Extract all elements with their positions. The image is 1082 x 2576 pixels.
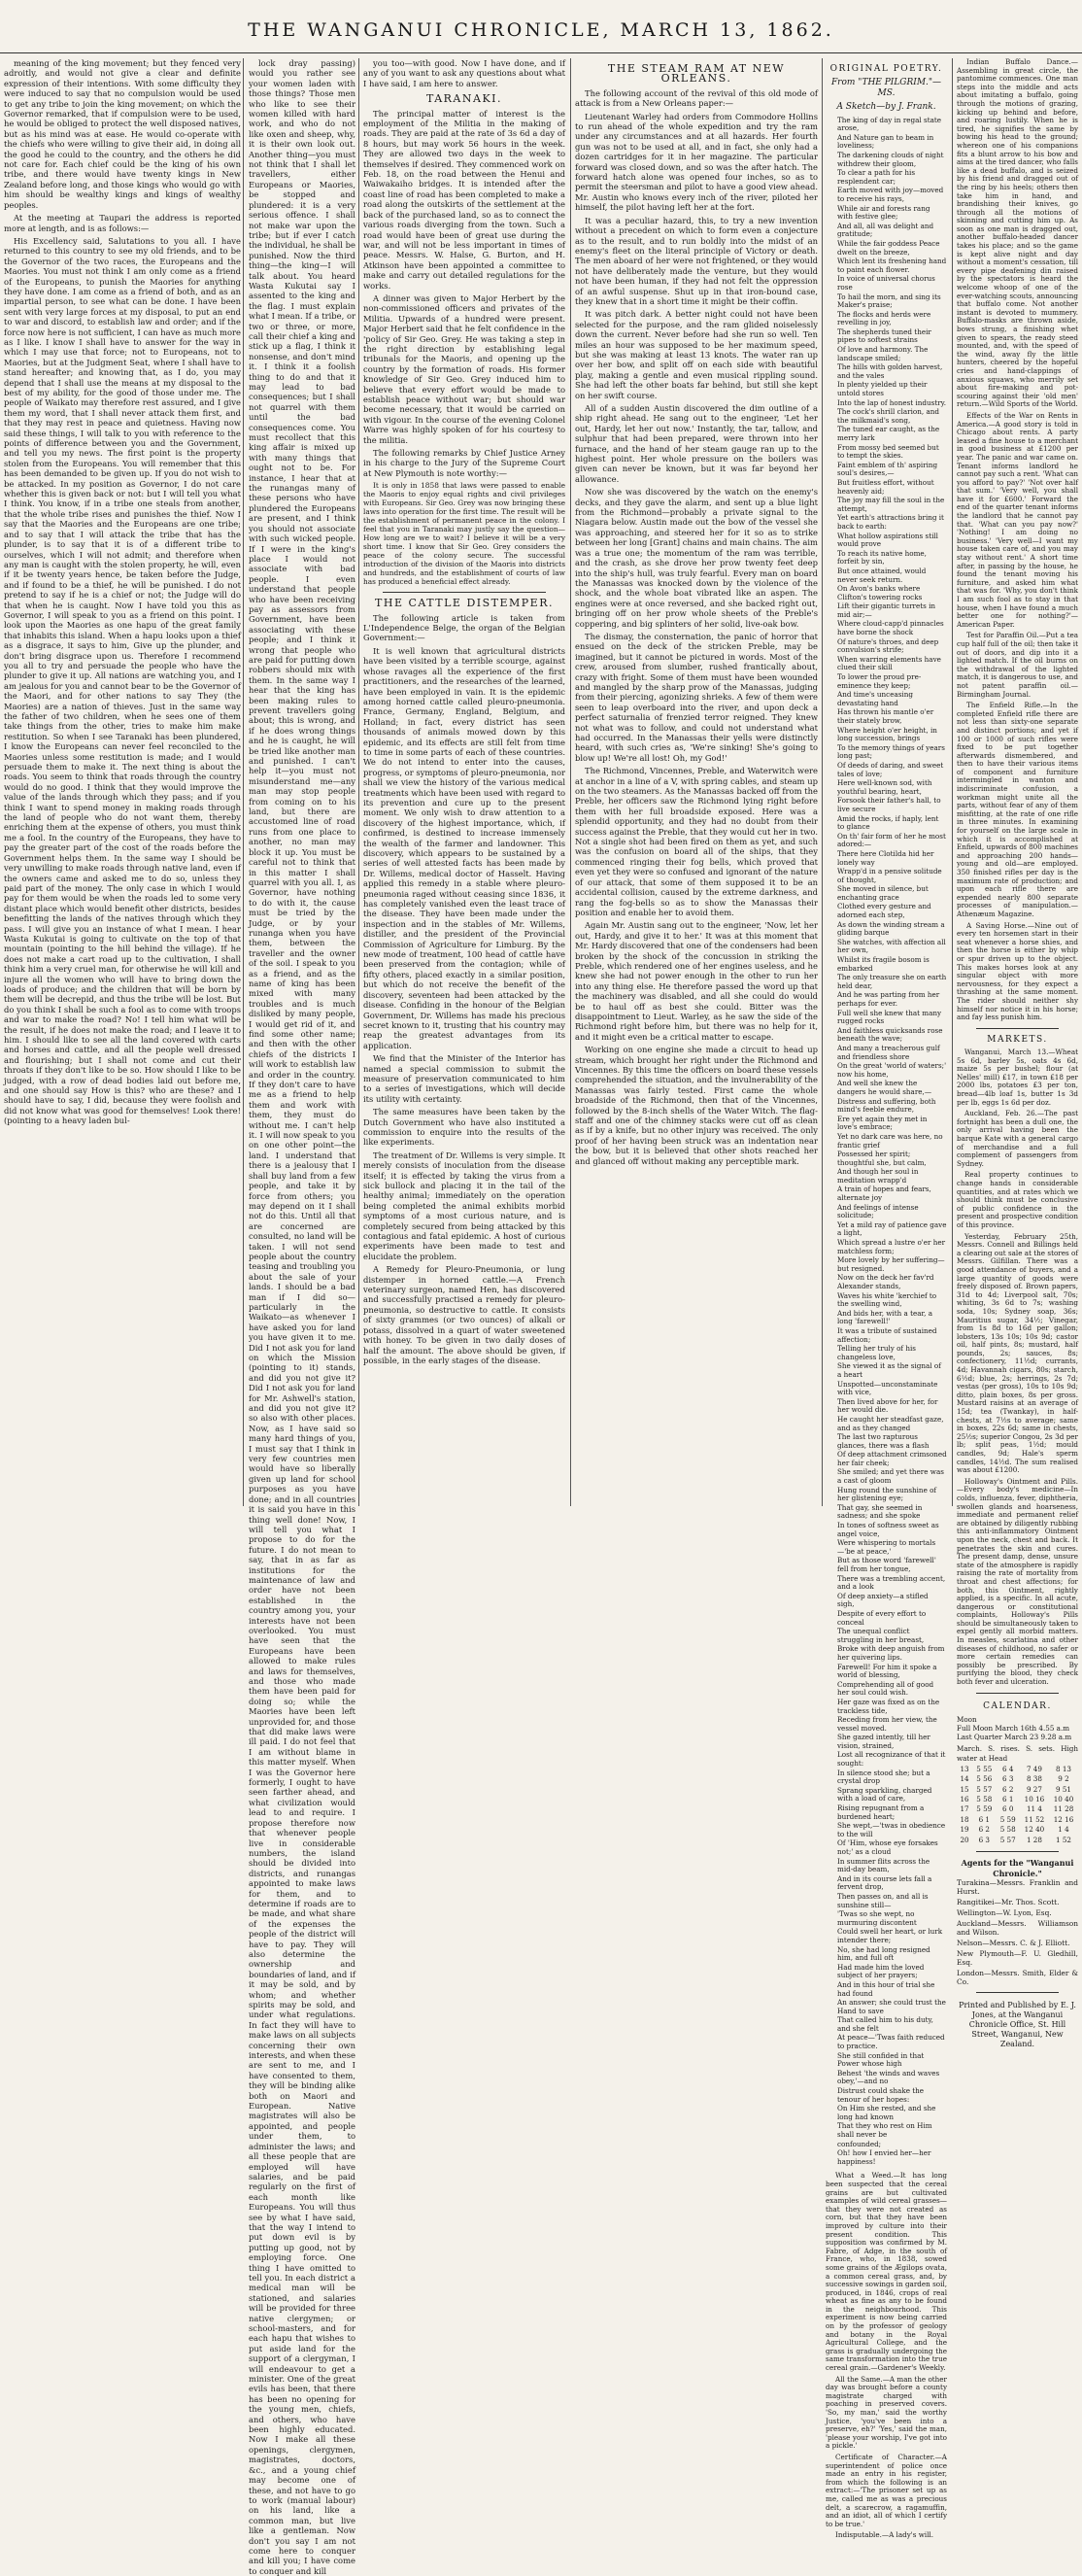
moon-label: Moon	[957, 1715, 977, 1725]
poem-line: Comprehending all of good her soul could wish.	[837, 1679, 934, 1698]
paragraph: The same measures have been taken by the Dutch Government who have also instituted a commission to enquire into the results of the like experiments.	[363, 1107, 565, 1148]
masthead-title: THE WANGANUI CHRONICLE, MARCH 13, 1862.	[248, 19, 834, 41]
poem-line: She smiled; and yet there was a cast of gloom	[837, 1467, 944, 1486]
poem-line: The cock's shrill clarion, and the milkmaid's song,	[837, 407, 939, 425]
agent-entry: Nelson—Messrs. C. & J. Elliott.	[957, 1938, 1070, 1947]
tide-cell: 6 4	[1002, 1764, 1014, 1773]
column-rule	[570, 58, 571, 1506]
section-heading-taranaki: TARANAKI.	[425, 92, 503, 106]
tide-row	[957, 1815, 1078, 1825]
paragraph: It is only in 1858 that laws were passed to enable the Maoris to enjoy equal rights and civil privileges with Europeans. Sir Geo. Grey was now bringing these laws into operation for the first time. The result will be the establishment of permanent peace in the colony. I feel that you in Taranaki may justly say the question—How long are we to wait? I believe it will be a very short time. I know that Sir Geo. Grey considers the peace of the colony secure. The successful introduction of the division of the Maoris into districts and hundreds, and the establishment of courts of law has produced a beneficial effect already.	[363, 481, 565, 587]
poem-line: The darkening clouds of night withdrew their gloom,	[837, 151, 944, 168]
tide-cell: 7 49	[1026, 1764, 1042, 1773]
tide-cell: 6 2	[978, 1825, 990, 1835]
paragraph: The dismay, the consternation, the panic of horror that ensued on the deck of the stricken Preble, may be imagined, but it cannot be pictured in words. Most of the crew, aroused from slumber, rushed frantically about, crazy with fright. Some of them must have been wounded and mangled by the sharp prow of the Manassas, judging from their piercing, agonizing shrieks. A few of them were seen to leap overboard into the river, and upon deck a perfect saturnalia of frenzied terror reigned. They knew not what was to follow, and could not understand what had occurred. In the Manassas their yells were distinctly heard, with such cries as, 'We're sinking! She's going to blow up! We're all lost! Oh, my God!'	[575, 631, 818, 763]
poem-line: She still confided in that Power whose high	[837, 2050, 925, 2069]
poem-line: Yet earth's attractions bring it back to earth:	[837, 513, 944, 531]
poem-line: Possessed her spirit; thoughtful she, but calm,	[837, 1150, 927, 1167]
tide-cell: 17	[960, 1804, 969, 1814]
tide-cell: 11 4	[1026, 1804, 1042, 1814]
poem-line: Where cloud-capp'd pinnacles have borne the shock	[837, 619, 944, 637]
masthead	[0, 14, 1082, 53]
poem-line: She viewed it as the signal of a heart	[837, 1361, 941, 1379]
column-3	[363, 58, 565, 1506]
tide-cell: 13	[960, 1764, 969, 1773]
poem	[826, 117, 947, 2167]
poem-line: The hills with golden harvest, and the vales	[837, 362, 943, 380]
poem-line: And in its course lets fall a fervent drop,	[837, 1873, 932, 1892]
column-6	[952, 57, 1078, 2048]
poem-line: Earth moved with joy—moved to receive his rays,	[837, 186, 944, 203]
poem-line: More lovely by her suffering—but resigned.	[837, 1255, 945, 1273]
poem-line: And Nature gan to beam in loveliness;	[837, 132, 934, 151]
paragraph: At the meeting at Taupari the address is reported more at length, and is as follows:—	[4, 213, 241, 233]
poem-line: Yet a mild ray of patience gave a light,	[837, 1219, 947, 1238]
poem-line: Waves his white 'kerchief to the swelling wind,	[837, 1290, 937, 1309]
paragraph: The following remarks by Chief Justice Arney in his charge to the Jury of the Supreme Court at New Plymouth is note worthy:—	[363, 448, 565, 478]
tide-row	[957, 1795, 1078, 1804]
tide-header: March. S. rises. S. sets. High water at Head	[957, 1744, 1078, 1764]
tide-cell: 5 57	[976, 1784, 993, 1794]
tide-cell: 10 16	[1024, 1795, 1045, 1804]
poem-line: To hail the morn, and sing its Maker's praise;	[837, 292, 941, 310]
poem-line: An answer; she could trust the Hand to save	[837, 1998, 946, 2015]
poem-line: And he was parting from her perhaps for ever.	[837, 990, 940, 1008]
poem-line: Had made him the loved subject of her prayers;	[837, 1962, 925, 1980]
poem-line: At peace—'Twas faith reduced to practice.	[837, 2033, 945, 2051]
tide-cell: 20	[960, 1835, 969, 1844]
markets	[957, 1048, 1078, 1687]
agent-entry: New Plymouth—F. U. Gledhill, Esq.	[957, 1948, 1078, 1967]
paragraph: meaning of the king movement; but they fenced very adroitly, and would not give a clear and definite expression of their intentions. With some difficulty they were induced to say that no compulsion would be used to get any tribe to join the king movement; on which the Governor remarked, that if compulsion were to be used, he would be obliged to protect the well disposed natives, but as his mind was at ease. He would co-operate with the chiefs who were willing to give their aid, in doing all the good he could to the country, and the others he did not care for. Each chief could be the king of his own tribe, and there would have twenty kings in New Zealand before long, and those kings who would go with him should be wealthy kings and kings of wealthy peoples.	[4, 58, 241, 210]
paragraph: A dinner was given to Major Herbert by the non-commissioned officers and privates of the Militia. Upwards of a hundred were present. Major Herbert said that he felt confidence in the 'policy of Sir Geo. Grey. He was taking a step in the right direction by establishing legal tribunals for the Maoris, and opening up the country by the formation of roads. His former knowledge of Sir Geo. Grey induced him to believe that every effort would be made to establish peace without war; but should war become necessary, that it would be carried on with vigour. In the course of the evening Colonel Warre was highly spoken of for his courtesy to the militia.	[363, 292, 565, 445]
poem-line: In silence stood she; but a crystal drop	[837, 1768, 930, 1786]
column-5-6	[826, 57, 1078, 2540]
poem-line: She watches, with affection all her own,	[837, 937, 946, 955]
poem-line: And time's unceasing devastating hand	[837, 690, 913, 707]
tide-cell: 9 2	[1058, 1774, 1069, 1784]
poem-line: While air and forests rang with festive glee;	[837, 203, 930, 222]
tide-cell: 6 2	[1002, 1784, 1014, 1794]
poem-line: She moved in silence, but enchanting grace	[837, 884, 929, 902]
paragraph: What a Weed.—It has long been suspected that the cereal grains are but cultivated examples of wild cereal grasses—that they were not created as corn, but that they have been improved by culture into their present condition. This supposition was confirmed by M. Fabre, of Adge, in the south of France, who, in 1838, sowed some grains of the Ægilops ovata, a common cereal grass, and, by successive sowings in garden soil, produced, in 1846, crops of real wheat as fine as any to be found in the neighbourhood. This experiment is now being carried on by the professor of geology and botany in the Royal Agricultural College, and the grass is gradually undergoing the same transformation into the true cereal grain.—Gardener's Weekly.	[826, 2171, 947, 2373]
poem-line: Now on the deck her fav'rd Alexander stands,	[837, 1273, 934, 1290]
paragraph: lock dray passing) would you rather see your women laden with those things? Those men who like to see their women killed with hard work, and who do not like oxen and sheep, why, it is their own look out. Another thing—you must not think that I shall let travellers, either Europeans or Maories, be stopped and plundered: it is a very serious offence. I shall not make war upon the tribe; but if ever I catch the individual, he shall be punished. Now the third thing—the king—I will talk about. You heard Wasta Kukutai say I assented to the king and the flag. I must explain what I mean. If a tribe, or two or three, or more, call their chief a king and stick up a flag, I think it nonsense, and don't mind it. I think it a foolish thing to do and that it may lead to bad consequences; but I shall not quarrel with them until the bad consequences come. You must recollect that this king affair is mixed up with many things that ought not to be. For instance, I hear that at the runangas many of these persons who have plundered the Europeans are present, and I think you should not associate with such wicked people. If I were in the king's place I would not associate with bad people. I even understand that people who have been receiving pay as assessors from Government, have been associating with these people; and I think it wrong that people who are paid for putting down robbers should mix with them. In the same way I hear that the king has been making rules to prevent travellers going about; this is wrong, and if he does wrong things and he is caught, he will be tried like another man and punished. I can't help it—you must not misunderstand me—any man may stop people from coming on to his land, but there are accustomed line of road runs from one place to another, no man may block it up. You must be careful not to think that in this matter I shall quarrel with you all. I, as Governor, have nothing to do with it, the cause must be tried by the Judge, or by your runanga when you have them, between the traveller and the owner of the soil. I speak to you as a friend, and as the name of king has been mixed with many troubles and is much disliked by many people, I would get rid of it, and find some other name; and then with the other chiefs of the districts I will work to establish law and order in the country. If they don't care to have me as a friend to help them and work with them, they must do without me. I can't help it. I will now speak to you on one other point—the land. I understand that there is a jealousy that I shall buy land from a few people, and take it by force from others; you may depend on it I shall not do this. Until all that are concerned are consulted, no land will be taken. I will not send people about the country teasing and troubling you about the sale of your lands. I should be a bad man if I did so—particularly in the Waikato—as whenever I have asked you for land you have given it to me. Did I not ask you for land on which the Mission (pointing to it) stands, and did you not give it? Did I not ask you for land for Mr. Ashwell's station, and did you not give it? so also with other places. Now, as I have said so many hard things of you, I must say that I think in very few countries men would have so liberally given up land for school purposes as you have done; and in all countries it is said you have in this thing well done! Now, I will tell you what I propose to do for the future. I do not mean to say, that in as far as institutions for the maintenance of law and order have not been established in the country among you, your interests have not been overlooked. You must have seen that the Europeans have been allowed to make rules and laws for themselves, and those who made them have been paid for doing so; while the Maories have been left unprovided for, and those that did make laws were ill paid. I do not feel that I am without blame in this matter myself. When I was the Governor here formerly, I ought to have seen farther ahead, and what civilization would lead to and require. I propose therefore now that whenever people live in considerable numbers, the island should be divided into districts, and runangas appointed to make laws for them, and to determine if roads are to be made, and what share of the expenses the people of the district will have to pay. They will also determine the ownership and boundaries of land, and if it may be sold, and by whom; and whether spirits may be sold, and under what regulations. In fact they will have to make laws on all subjects concerning their own interests, and when these are sent to me, and I have consented to them, they will be binding alike both on Maori and European. Native magistrates will also be appointed, and people under them, to administer the laws; and all these people that are employed will have salaries, and be paid regularly on the first of each month like Europeans. You will thus see by what I have said, that the way I intend to put down evil is by putting up good, not by employing force. One thing I have omitted to tell you. In each district a medical man will be stationed, and salaries will be provided for three native clergymen; or school-masters, and for each hapu that wishes to put aside land for the support of a clergyman, I will endeavour to get a minister. One of the great evils has been, that there has been no opening for the young men, chiefs, and others, who have been highly educated. Now I make all these openings, clergymen, magistrates, doctors, &c., and a young chief may become one of these, and not have to go to work (manual labour) on his land, like a common man, but live like a gentleman. Now don't you say I am not come here to conquer and kill you; I have come to conquer and kill	[249, 58, 355, 2576]
poem-line: The joy may fill the soul in the attempt,	[837, 496, 945, 513]
poem-line: Amid the rocks, if haply, lent to glance	[837, 813, 939, 832]
section-heading-poetry: ORIGINAL POETRY.	[829, 64, 943, 74]
poem-line: Rising repugnant from a burdened heart;	[837, 1803, 925, 1821]
poem-line: She gazed intently, till her vision, strained,	[837, 1733, 930, 1750]
poem-line: Here well-known sod, with youthful bearing, heart,	[837, 778, 932, 796]
poem-line: Of deep attachment crimsoned her fair cheek;	[837, 1450, 947, 1467]
poem-line: Broke with deep anguish from her quivering lips.	[837, 1644, 945, 1662]
poem-line: To lower the proud pre-eminence they keep;	[837, 672, 922, 690]
poem-line: He caught her steadfast gaze, and as they changed	[837, 1414, 944, 1432]
tide-cell: 5 57	[999, 1835, 1016, 1844]
poem-line: The only treasure she on earth held dear,	[837, 973, 947, 990]
moon-phase: Full Moon March 16th 4.55 a.m	[957, 1724, 1070, 1734]
tide-row	[957, 1765, 1078, 1774]
tide-table	[957, 1765, 1078, 1845]
poem-line: Which spread a lustre o'er her matchless form;	[837, 1238, 946, 1255]
agent-entry: Auckland—Messrs. Williamson and Wilson.	[957, 1918, 1078, 1937]
poem-line: On Him she rested, and she long had known	[837, 2104, 936, 2121]
tide-row	[957, 1785, 1078, 1795]
tide-cell: 12 40	[1024, 1825, 1045, 1835]
column-5	[826, 58, 947, 2540]
poem-line: No, she had long resigned him, and full oft	[837, 1944, 930, 1963]
tide-cell: 10 40	[1053, 1795, 1074, 1804]
column-4	[575, 58, 818, 1506]
poem-line: In tones of softness sweet as angel voice,	[837, 1521, 939, 1538]
poem-line: The last two rapturous glances, there was a flash	[837, 1432, 930, 1450]
poem-line: As down the winding stream a gliding barque	[837, 919, 945, 938]
agent-entry: Rangitikei—Mr. Thos. Scott.	[957, 1897, 1060, 1906]
poem-line: Which lent its freshening hand to paint each flower.	[837, 257, 947, 274]
tide-row	[957, 1804, 1078, 1814]
poem-line: Full well she knew that many rugged rocks	[837, 1008, 942, 1026]
poem-line: And feelings of intense solicitude;	[837, 1202, 919, 1220]
poem-line: In voice of universal chorus rose	[837, 274, 935, 292]
tide-row	[957, 1774, 1078, 1784]
poem-line: And though her soul in meditation wrapp'd	[837, 1167, 919, 1185]
paragraph: you too—with good. Now I have done, and if any of you want to ask any questions about what I have said, I am here to answer.	[363, 58, 565, 88]
poem-line: Yet no dark care was here, no frantic grief	[837, 1131, 943, 1150]
column-1	[4, 58, 241, 1506]
market-report: Auckland, Feb. 26.—The past fortnight has been a dull one, the only arrival having been the barque Kate with a general cargo of merchandise and a full complement of passengers from Sydney.	[957, 1109, 1078, 1168]
moon-phases	[957, 1715, 1078, 1741]
tide-cell: 1 52	[1055, 1835, 1071, 1844]
market-report: Holloway's Ointment and Pills.—Every body's medicine—In colds, influenza, fever, diphtheria, swollen glands and hoarseness, immediate and permanent relief are obtained by diligently rubbing this anti-inflammatory Ointment upon the neck, chest and back. It penetrates the skin and cures. The present damp, dense, unsure state of the atmosphere is rapidly raising the rate of mortality from throat and chest affections; for both, this Ointment, rightly applied, is a specific. In all acute, dangerous or constitutional complaints, Holloway's Pills should be simultaneously taken to expel gently all morbid matters. In measles, scarlatina and other diseases of childhood, no safer or more certain remedies can possibly be prescribed. By purifying the blood, they check both fever and ulceration.	[957, 1476, 1078, 1687]
tide-row	[957, 1836, 1078, 1845]
tide-cell: 6 1	[1002, 1795, 1014, 1804]
poem-line: There was a trembling accent, and a look	[837, 1573, 946, 1592]
paragraph: Again Mr. Austin sang out to the engineer, 'Now, let her out, Hardy, and give it to her.' It was at this moment that Mr. Hardy discovered that one of the condensers had been broken by the shock of the concussion in striking the Preble, which rendered one of her engines useless, and he knew she had not power enough in the other to run her into any thing else. He therefore passed the word up that the machinery was disabled, and all she could do would be to haul off as best she could. Bitter was the disappointment to Lieut. Warley, as he saw the side of the Richmond right before him, but there was no help for it, and it might even be a critical matter to escape.	[575, 920, 818, 1042]
section-heading-cattle: THE CATTLE DISTEMPER.	[375, 597, 554, 610]
market-report: Wanganui, March 13.—Wheat 5s 6d, barley 5s, oats 4s 6d, maize 5s per bushel; flour (at Nelles' mill) £17, in town £18 per 2000 lbs, potatoes £3 per ton, bread—4lb loaf 1s, butter 1s 3d per lb, eggs 1s 6d per doz.	[957, 1048, 1078, 1107]
poem-line: The unequal conflict struggling in her breast,	[837, 1627, 925, 1644]
poem-line: But as those word 'farewell' fell from her tongue,	[837, 1556, 936, 1573]
poem-line: Despite of every effort to conceal	[837, 1608, 927, 1627]
paragraph: The principal matter of interest is the employment of the Militia in the making of roads. They are paid at the rate of 3s 6d a day of 8 hours, but may work 56 hours in the week. They are allowed two days in the week to themselves if desired. They commenced work on Feb. 18, on the road between the Henui and Waiwakaiho bridges. It is intended after the coast line of road has been completed to make a road along the outskirts of the settlement at the back of the purchased land, so as to connect the various roads diverging from the town. Such a road would have been of great use during the war, and will not be less important in times of peace. Messrs. W. Halse, G. Burton, and H. Atkinson have been appointed a committee to make and carry out detailed regulations for the works.	[363, 108, 565, 291]
tide-cell: 6 0	[1002, 1804, 1014, 1814]
paragraph: Lieutenant Warley had orders from Commodore Hollins to run ahead of the whole expedition and try the ram under any circumstances and at all hazards. Her fourth gun was not to be used at all, and in fact, she only had a dozen cartridges for it in her magazine. The particular forward was closed down, and so was the after hatch. The forward hatch alone was opened four inches, so as to permit the steersman and pilot to have a good view ahead. Mr. Austin who knows every inch of the river, piloted her himself, the pilot having left her at the fort.	[575, 111, 818, 213]
poem-line: To the memory things of years long past;	[837, 742, 945, 761]
poem-line: Distrust could shake the tenour of her hopes:	[837, 2086, 924, 2104]
tide-cell: 1 28	[1026, 1835, 1042, 1844]
poem-line: On the great 'world of waters;' now his home,	[837, 1061, 947, 1079]
poem-line: The shepherds tuned their pipes to softest strains	[837, 326, 931, 345]
paragraph: Certificate of Character.—A superintendent of police once made an entry in his register, from which the following is an extract:—'The prisoner set up as me, called me as was a precious delt, a scarecrow, a ragamuffin, and an idiot, all of which I certify to be true.'	[826, 2452, 947, 2528]
poem-line: Unspotted—unconstaminate with vice,	[837, 1379, 938, 1397]
poem-line: To reach its native home, forfeit by sin,	[837, 548, 927, 567]
poem-line: Wrapp'd in a pensive solitude of thought,	[837, 867, 942, 884]
divider	[976, 1693, 1059, 1694]
paragraph: Working on one engine she made a circuit to head up stream, which brought her right under the Richmond and Vincennes. By this time the officers on board these vessels comprehended the situation, and the invulnerability of the Manassas was fairly tested. First came the whole broadside of the Richmond, then that of the Vincennes, followed by the 8-inch shells of the Water Witch. The flag-staff and one of the chimney stacks were cut off as clean as if by a knife, but no other injury was received. The only proof of her having been struck was an indentation near the bow, but it is believed that other shots reached her and glanced off without making any perceptible mark.	[575, 1045, 818, 1166]
agent-entry: Turakina—Messrs. Franklin and Hurst.	[957, 1877, 1078, 1896]
paragraph: Indian Buffalo Dance.—Assembling in great circle, the pantomime commences. One man steps into the middle and acts about imitating a buffalo, going through the motions of grazing, kicking up behind and before, and roaring lustily. When he is tired, he signifies the same by bowing his head to the ground; whereon one of his companions fits a blunt arrow to his bow and aims at the tired dancer, who falls like a dead buffalo, and is seized by his friend and dragged out of the ring by his heels; others then take him in hand, and brandishing their knives, go through all the motions of skinning and cutting him up. As soon as one man is dragged out, another buffalo-headed dancer takes his place; and so the game is kept alive night and day without a moment's cessation, till every pipe deafening din raised by the spectators is heard the welcome whoop of one of the ever-watching scouts, announcing that buffalo come. Not another instant is devoted to mummery. Buffalo-masks are thrown aside, bows strung, a finishing whet given to spears, the ready steed mounted, and, with the speed of the wind, away fly the little hunters, cheered by the hopeful cries and hand-clappings of anxious squaws, who merrily set about fire-making and pot-scouring against their 'old men' return.—Wild Sports of the World.	[957, 57, 1078, 409]
poem-line: The king of day in regal state arose,	[837, 115, 942, 133]
tide-cell: 18	[960, 1814, 969, 1824]
poem-line: Of deeds of daring, and sweet tales of love;	[837, 760, 944, 778]
poem-line: In summer flits across the mid-day beam,	[837, 1856, 930, 1874]
tide-cell: 11 28	[1053, 1804, 1074, 1814]
poem-line: Distress and suffering, both mind's feeble endure,	[837, 1096, 936, 1115]
moon-phase: Last Quarter March 23 9.28 a.m	[957, 1733, 1072, 1742]
tide-cell: 5 58	[976, 1795, 993, 1804]
paragraph: All the Same.—A man the other day was brought before a county magistrate charged with poaching in preserved covers. 'So, my man,' said the worthy Justice, 'you've been into a preserve, eh?' 'Yes,' said the man, 'please your worship, I've got into a pickle.'	[826, 2374, 947, 2451]
column-2	[249, 58, 355, 2576]
poem-line: In plenty yielded up their untold stores	[837, 380, 928, 398]
paragraph: The treatment of Dr. Willems is very simple. It merely consists of inoculation from the disease itself; it is effected by taking the virus from a sick bullock and placing it in the tail of the healthy animal; immediately on the operation being completed the animal exhibits morbid symptoms of a most curious nature, and is completely secured from being attacked by this contagious and fatal epidemic. A host of curious experiments have been made to test and elucidate the problem.	[363, 1150, 565, 1261]
tide-cell: 8 38	[1026, 1774, 1042, 1784]
poem-line: From mossy bed seemed but to tempt the skies.	[837, 442, 939, 461]
poem-line: Receding from her view, the vessel moved.	[837, 1715, 937, 1733]
poem-line: Lost all recognizance of that it sought:	[837, 1750, 946, 1769]
paragraph: We find that the Minister of the Interior has named a special commission to submit the measure of preservation communicated to him to a series of investigations, which will decide its utility with certainty.	[363, 1053, 565, 1104]
poem-line: What hollow aspirations still would prove	[837, 531, 938, 549]
imprint: Printed and Published by E. J. Jones, at the Wanganui Chronicle Office, St. Hill Street, Wanganui, New Zealand.	[959, 2000, 1076, 2048]
poem-line: But once attained, would never seek return.	[837, 566, 927, 584]
poem-line: Of 'Him, whose eye forsakes not;' as a cloud	[837, 1838, 938, 1856]
poem-line: And well she knew the dangers he would share,—	[837, 1079, 932, 1096]
tide-cell: 5 55	[976, 1764, 993, 1773]
tide-row	[957, 1825, 1078, 1835]
tide-cell: 14	[960, 1774, 969, 1784]
poem-line: 'Twas so she wept, no murmuring discontent	[837, 1909, 917, 1927]
tide-cell: 1 4	[1058, 1825, 1069, 1835]
tide-cell: 5 59	[976, 1804, 993, 1814]
poem-title: From "THE PILGRIM."—MS.	[830, 78, 942, 98]
poem-line: Lift their gigantic turrets in mid air;—	[837, 601, 936, 619]
market-report: Yesterday, February 25th, Messrs. Connell and Billings held a clearing out sale at the stores of Messrs. Gilfillan. There was a good attendance of buyers, and a large quantity of goods were freely disposed of. Brown papers, 31d to 4d; Liverpool salt, 70s; whiting, 3s 6d to 7s; washing soda, 10s; Sydney soap, 36s; Mauritius sugar, 34½; Vinegar, from 1s 8d to 16d per gallon; lobsters, 13s 10s; 10s 9d; castor oil, half pints, 8s; mustard, half pounds, 2s; sauces, 8s; confectionery, 11½d; currants, 4d; Havannah cigars, 80s; starch, 6½d; blue, 2s; herrings, 2s 7d; vestas (per gross), 10s to 10s 9d; ditto, plain boxes, 8s per gross. Mustard raisins at an average of 15d; tea (Twankay), in half-chests, at 7½s to average; same in boxes, 22s 6d; same in chests, 25½s; superior Congou, 2s 3d per lb; split peas, 1½d; mould candles, 9d; Hale's sperm candles, 14½d. The sum realised was about £1200.	[957, 1231, 1078, 1475]
paragraph: It is well known that agricultural districts have been visited by a terrible scourge, against whose ravages all the experience of the first practitioners, and the researches of the learned, have been employed in vain. It is the epidemic among horned cattle called pleuro-pneumonia. France, Germany, England, Belgium, and Holland; in fact, every district has seen thousands of animals mowed down by this epidemic, and its effects are still felt from time to time in some parts of each of these countries. We do not intend to enter into the causes, progress, or symptoms of pleuro-pneumonia, nor shall we view the history of the various medical treatments which have been used with regard to its prevention and cure up to the present moment. We only wish to draw attention to a discovery of the highest importance, which, if confirmed, is destined to increase immensely the wealth of the farmer and landowner. This discovery, which appears to be sustained by a series of well attested facts has been made by Dr. Willems, medical doctor of Hasselt. Having applied this remedy in a stable where pleuro-pneumonia raged without ceasing since 1836, it has completely vanished even the least trace of the disease. They have been made under the inspection and in the stables of Mr. Willems, distiller, and the president of the Provincial Commission of Agriculture for Limburg. By the new mode of treatment, 100 head of cattle have been preserved from the contagion; while of fifty others, placed exactly in a similar position, but which do not receive the benefit of the discovery, seventeen had been attacked by the disease. Confiding in the honour of the Belgian Government, Dr. Willems has made his precious secret known to it, trusting that his country may reap the greatest advantages from its application.	[363, 645, 565, 1050]
poem-line: That called him to his duty, and she felt	[837, 2015, 933, 2033]
poem-line: Her gaze was fixed as on the trackless tide,	[837, 1697, 940, 1715]
tide-cell: 16	[960, 1795, 969, 1804]
column-rule	[243, 58, 244, 1506]
tide-cell: 6 3	[1002, 1774, 1014, 1784]
agent-entry: London—Messrs. Smith, Elder & Co.	[957, 1968, 1078, 1986]
poem-line: That they who rest on Him shall never be	[837, 2121, 932, 2139]
poem-line: And many a treacherous gulf and friendless shore	[837, 1043, 940, 1061]
poem-line: While the fair goddess Peace dwelt on the breeze,	[837, 238, 940, 257]
poem-line: The tuned ear caught, as the merry lark	[837, 425, 940, 442]
paragraph: Now she was discovered by the watch on the enemy's decks, and they gave the alarm, and sent up a blue light from the Richmond—probably a private signal to the Niagara below. Austin made out the bow of the vessel she was approaching, and steered her for it so as to strike between her long [Grant] chains and main chains. The aim was a true one; the momentum of the ram was terrible, and the crash, as she drove her prow twenty feet deep into the ship's hull, was truly fearful. Every man on board the Manassas was knocked down by the violence of the shock, and the whole boat vibrated like an aspen. The engines were at once reversed, and she backed right out, bringing off on her prow whole sheets of the Preble's coppering, and big splinters of her solid, live-oak bow.	[575, 487, 818, 629]
column-rule	[358, 58, 359, 1506]
poem-line: And bids her, with a tear, a long 'farewell!'	[837, 1308, 933, 1326]
tide-cell: 8 13	[1055, 1764, 1071, 1773]
poem-line: A train of hopes and fears, alternate joy	[837, 1185, 931, 1203]
paragraph: Test for Paraffin Oil.—Put a tea cup half full of the oil; then take it out of doors, and dip into it a lighted match. If the oil burns on the withdrawal of the lighted match, it is dangerous to use, and not patent paraffin oil.—Birmingham Journal.	[957, 631, 1078, 699]
paragraph: The Richmond, Vincennes, Preble, and Waterwitch were at anchor in a line of a V, with spring cables, and steam up on the two steamers. As the Manassas backed off from the Preble, her officers saw the Richmond lying right before them with her full broadside exposed. Here was a splendid opportunity, and they had no doubt from their success against the Preble, that they would cut her in two. Not a single shot had been fired on them as yet, and such was the confusion on board all of the ships, that they commenced ringing their fog bells, which proved that even yet they were so confused and ignorant of the nature of our attack, that some of them supposed it to be an accidental collision, caused by the extreme darkness, and rang the fog-bells so as to show the Manassas their position and enable her to avoid them.	[575, 766, 818, 917]
column-rule	[822, 58, 823, 1506]
paragraph: His Excellency said, Salutations to you all. I have returned to this country to see my old friends, and to be the Governor of the two races, the Europeans and the Maories. You must not think I am only come as a friend of the Europeans, to punish the Maories for anything they have done. I am come as a friend of both, and as an impartial person, to see what can be done. I have been sent with very large forces at my disposal, to put an end to war and discord, to establish law and order; and if the force now here is not sufficient, I can have as much more as I like. I know I shall have to answer for the way in which I may use that force; not to Europeans, not to Maories, but at the Judgment Seat, where I shall have to stand hereafter; and knowing that, as I do, you may depend that I shall use the means at my disposal to the best of my ability, for the good of those under me. The people of Waikato may therefore rest assured, and I give them my word, that I shall never attack them first, and that they may rest in peace and quietness. Having now said these things, I will talk to you with reference to the points of difference between you and the Government, and tell you my news. The first point is the property stolen from the Europeans. You will remember that this has been demanded to be given up. If you do not wish to be attacked. In my position as Governor, I do not care whether this is given back or not: but I will tell you what I think. You know, if in a tribe one steals from another, that the whole tribe rises and punishes the thief. Now I say that the Maories and the Europeans are one tribe; and to say that I will attack the tribe that has the plunder, is to say that it is of a different tribe to ourselves, which I will not admit; and therefore when any man is caught with the stolen property, he will, even if it be twenty years hence, be taken before the Judge, and if found to be a thief, he will be punished. I do not pretend to say if he is a chief or not; the Judge will do that when he is caught. Now I have told you this as Governor, I will speak to you as a friend on this point. I look upon the Maories as one hapu of the great family that inhabits this island. When a hapu looks upon a thief as a disgrace, it says to him, Give up the plunder, and don't bring disgrace upon us. Therefore I recommend you all to try and persuade the people who have the plunder to give it up. All nations are watching you, and I am jealous for you and cannot bear to be the Governor of the Maori, and for other nations to say They (the Maories) are a nation of thieves. Just in the same way the father of two children, when he sees one of them take things from the other, tries to make him make restitution. So when I see Taranaki has been plundered, I know the Europeans can never feel reconciled to the Maories unless some restitution is made; and I would persuade them to make it. The next thing is about the roads. You seem to think that roads through the country would do no good. I think that they would improve the value of the lands through which they pass; and if you think I want to spend money in making roads through the land of people who do not want them, thereby enriching them at the expense of others, you must think me a fool. In the country of the Europeans, they have to pay the greater part of the cost of the roads before the Government helps them. In the same way I should be very unwilling to make roads through native land, even if the owners came and asked me to do so, unless they paid part of the money. The only case in which I would pay for them would be when the roads led to some very distant place which would benefit other districts, besides benefitting the lands of the natives through which they pass. I will give you an instance of what I mean. I hear Wasta Kukutai is going to cultivate on the top of that mountain (pointing to the hill behind the village). If he does not make a cart road up to the cultivation, I shall think him a very cruel man, for otherwise he will kill and injure all the women who will have to bring down the loads of produce; and the children that will be born by them will be decrepid, and thus the tribe will be lost. But do you think I shall be such a fool as to come with troops and war to make the road? No! I tell him what will be the result, if he does not make the road; and I leave it to him. I should like to see all the land covered with carts and horses and cattle, and all the people well dressed and flourishing; but I shall not come and cut their throats if they don't like to be so. How should I like to be judged, with a row of dead bodies laid out before me, and one should say How is this? who are these? and I should have to say, I did, because they were foolish and did not know what was good for themselves! Look there! (pointing to a heavy laden bul-	[4, 235, 241, 1126]
agent-entry: Wellington—W. Lyon, Esq.	[957, 1907, 1052, 1917]
paragraph: All of a sudden Austin discovered the dim outline of a ship right ahead. He sang out to the engineer, 'Let her out, Hardy, let her out now.' Instantly, the tar, tallow, and sulphur that had been prepared, were thrown into her furnace, and the hand of her steam gauge ran up to the highest point. Her whole pressure on the boilers was given can never be known, but it was far beyond her allowance.	[575, 403, 818, 484]
poem-line: On th' fair form of her he most adored:—	[837, 831, 946, 849]
poem-line: She wept,—'twas in obedience to the will	[837, 1821, 946, 1838]
poem-line: Behest 'the winds and waves obey,'—and no	[837, 2068, 940, 2086]
tide-cell: 5 56	[976, 1774, 993, 1784]
poem-line: When warring elements have clued their skill	[837, 654, 941, 672]
tide-cell: 19	[960, 1825, 969, 1835]
divider	[976, 1992, 1059, 1993]
poem-line: Were whispering to mortals—'be at peace,'	[837, 1538, 936, 1556]
divider	[976, 1851, 1059, 1852]
paragraph: It was a peculiar hazard, this, to try a new invention without a precedent on which to form even a conjecture as to the result, and to run boldly into the midst of an enemy's fleet on the literal principle of Victory or death. The men aboard of her were not frightened, or they would not have deliberately made the venture, but they would not have been human, if they had not felt the oppression of an awful suspense. Shut up in that iron-bound case, they knew that in a short time it might be their coffin.	[575, 215, 818, 306]
poem-line: To clear a path for his resplendent car;	[837, 168, 916, 186]
poem-line: Of nature's throes, and deep convulsion's strife;	[837, 636, 939, 655]
miscellany	[957, 58, 1078, 1022]
poem-line: confounded;	[837, 2139, 882, 2148]
poem-line: There here Clotilda hid her lonely way	[837, 848, 934, 867]
tide-cell: 15	[960, 1784, 969, 1794]
poem-line: Clothed every gesture and adorned each step,	[837, 902, 931, 920]
poem-line: Ere yet again they met in love's embrace;	[837, 1114, 928, 1132]
tide-cell: 6 3	[978, 1835, 990, 1844]
section-heading-steam-ram: THE STEAM RAM AT NEW ORLEANS.	[607, 62, 786, 86]
poem-line: It was a tribute of sustained affection;	[837, 1325, 937, 1344]
poem-line: Into the lap of honest industry.	[837, 397, 947, 407]
tide-cell: 9 51	[1055, 1784, 1071, 1794]
section-heading-calendar: CALENDAR.	[983, 1700, 1052, 1711]
paragraph: The Enfield Rifle.—In the completed Enfield rifle there are not less than sixty-one separate and distinct portions; and yet if 100 or 1000 of such rifles were fixed to be put together afterwards dismembered, and then to have their various items of component and furniture intermingled in wanton and indiscriminate confusion, a workman might unite all the parts, without fear of any of them misfitting, at the rate of one rifle in three minutes. In examining for yourself on the large scale in which it is accomplished at Enfield, upwards of 800 machines and approaching 200 hands—young and old—are employed. 350 finished rifles per day is the maximum rate of production; and upon each rifle there are expended nearly 800 separate processes of manipulation.—Athenæum Magazine.	[957, 701, 1078, 918]
poem-line: Telling her truly of his changeless love,	[837, 1344, 916, 1361]
poem-line: The flocks and herds were revelling in joy,	[837, 309, 931, 327]
poem-line: But fruitless effort, without heavenly aid;	[837, 477, 934, 496]
poem-line: And faithless quicksands rose beneath the wave;	[837, 1025, 943, 1044]
paragraph: The following article is taken from L'Independence Belge, the organ of the Belgian Government:—	[363, 612, 565, 643]
poem-line: Farewell! For him it spoke a world of blessing,	[837, 1662, 937, 1680]
poem-line: Then passes on, and all is sunshine still—	[837, 1891, 929, 1909]
misc-paragraphs	[826, 2172, 947, 2540]
paragraph: Indisputable.—A lady's will.	[835, 2530, 934, 2540]
poem-line: Could swell her heart, or lurk intender there;	[837, 1927, 943, 1944]
poem-line: And all, all was delight and gratitude;	[837, 221, 934, 239]
agents-heading: Agents for the "Wanganui Chronicle."	[961, 1858, 1074, 1878]
poem-line: Hung round the sunshine of her glistening eye;	[837, 1485, 937, 1503]
tide-cell: 6 1	[978, 1814, 990, 1824]
paragraph: It was pitch dark. A better night could not have been selected for the purpose, and the ram glided noiselessly down the current. Never before had she run so well. Ten miles an hour was supposed to be her maximum speed, but she was making at least 13 knots. The water ran up over her bow, and split off on each side with beautiful play, making a gentle and even musical rippling sound. She had left the other boats far behind, but still she kept on her swift course.	[575, 309, 818, 400]
poem-byline: A Sketch—by J. Frank.	[836, 102, 936, 113]
paragraph: A Saving Horse.—Nine out of every ten horsemen start in their seat whenever a horse shies, and then the horse is either by whip or spur driven up to the object. This makes horses look at any singular object with more nervousness, for they expect a thrashing at the same moment. The rider should neither shy himself nor notice it in his horse; and fay less punish him.	[957, 920, 1078, 1022]
section-heading-markets: MARKETS.	[987, 1034, 1048, 1045]
tide-cell: 5 58	[999, 1825, 1016, 1835]
poem-line: On Avon's banks where Clifton's towering rocks	[837, 584, 923, 601]
divider	[976, 1028, 1059, 1029]
paragraph: Effects of the War on Rents in America.—A good story is told in Chicago about rents. A party leased a fine house to a merchant in good business at £1200 per year. The panic and war came on. Tenant informs landlord he cannot pay such a rent. 'What can you afford to pay?' 'Not over half that sum.' 'Very well, you shall have it for £600.' Forward the end of the quarter tenant informs the landlord that he cannot pay that. 'What can you pay now?' 'Nothing! I am doing no business.' 'Very well—I want my house taken care of, and you may stay without rent.' A short time after, in passing by the house, he found the tenant moving his furniture, and asked him what that was for. 'Why, you don't think I am such fool as to stay in that house, when I have found a much better one for nothing?'—American Paper.	[957, 410, 1078, 629]
poem-line: Forsook their father's hall, to live secure	[837, 796, 941, 813]
poem-line: Sprang sparkling, charged with a load of care,	[837, 1785, 932, 1803]
tide-cell: 12 16	[1053, 1814, 1074, 1824]
paragraph: The following account of the revival of this old mode of attack is from a New Orleans paper:—	[575, 87, 818, 109]
poem-line: Of love and harmony. The landscape smiled;	[837, 345, 929, 362]
agents-list	[957, 1878, 1078, 1986]
market-report: Real property continues to change hands in considerable quantities, and at rates which we should think must be conclusive of public confidence in the present and prospective condition of this province.	[957, 1170, 1078, 1229]
poem-line: Oh! how I envied her—her happiness!	[837, 2148, 931, 2166]
poem-line: Faint emblem of th' aspiring soul's desires,—	[837, 460, 938, 478]
poem-line: Where height o'er height, in long succession, brings	[837, 725, 937, 743]
poem-line: Whilst its fragile bosom is embarked	[837, 955, 930, 973]
divider	[383, 592, 546, 593]
tide-cell: 11 52	[1024, 1814, 1045, 1824]
poem-line: Has thrown his mantle o'er their stately brow,	[837, 707, 934, 725]
poem-line: Then lived above for her, for her would die.	[837, 1396, 938, 1415]
poem-line: And in this hour of trial she had found	[837, 1979, 935, 1998]
poem-line: That gay, she seemed in sadness; and she spoke	[837, 1502, 923, 1521]
paragraph: A Remedy for Pleuro-Pneumonia, or lung distemper in horned cattle.—A French veterinary surgeon, named Hen, has discovered and successfully practised a remedy for pleuro-pneumonia, so destructive to cattle. It consists of sixty grammes (or two ounces) of alkali or potass, dissolved in a quart of water sweetened with honey. To be given in two daily doses of half the amount. The above should be given, if possible, in the early stages of the disease.	[363, 1264, 565, 1365]
poem-line: Of deep anxiety—a stifled sigh,	[837, 1591, 929, 1609]
tide-cell: 9 27	[1026, 1784, 1042, 1794]
tide-cell: 5 59	[999, 1814, 1016, 1824]
